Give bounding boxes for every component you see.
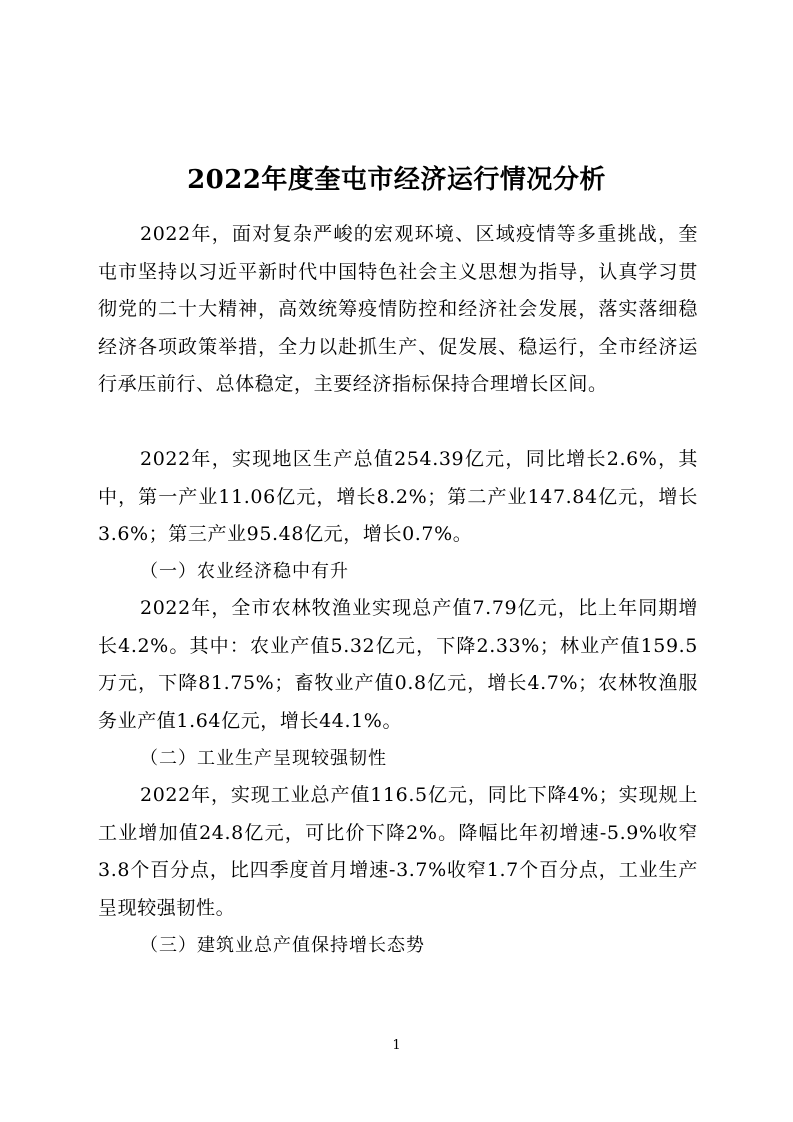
document-title: 2022年度奎屯市经济运行情况分析 [187,165,606,196]
agriculture-paragraph: 2022年，全市农林牧渔业实现总产值7.79亿元，比上年同期增长4.2%。其中：农业产值5.32亿元，下降2.33%；林业产值159.5万元，下降81.75%；畜牧业产值0.8亿元，增长4.7%；农林牧渔服务业产值1.64亿元，增长44.1%。 [98,597,698,732]
construction-heading: （三）建筑业总产值保持增长态势 [140,935,425,956]
industry-heading: （二）工业生产呈现较强韧性 [140,748,387,769]
intro-paragraph: 2022年，面对复杂严峻的宏观环境、区域疫情等多重挑战，奎屯市坚持以习近平新时代中国特色社会主义思想为指导，认真学习贯彻党的二十大精神，高效统筹疫情防控和经济社会发展，落实落细稳经济各项政策举措，全力以赴抓生产、促发展、稳运行，全市经济运行承压前行、总体稳定，主要经济指标保持合理增长区间。 [98,223,698,395]
agriculture-heading: （一）农业经济稳中有升 [140,561,349,582]
gdp-paragraph: 2022年，实现地区生产总值254.39亿元，同比增长2.6%，其中，第一产业11.06亿元，增长8.2%；第二产业147.84亿元，增长3.6%；第三产业95.48亿元，增长0.7%。 [98,448,698,545]
page-number: 1 [392,1038,401,1053]
industry-paragraph: 2022年，实现工业总产值116.5亿元，同比下降4%；实现规上工业增加值24.8亿元，可比价下降2%。降幅比年初增速-5.9%收窄3.8个百分点，比四季度首月增速-3.7%收窄1.7个百分点，工业生产呈现较强韧性。 [98,784,698,919]
